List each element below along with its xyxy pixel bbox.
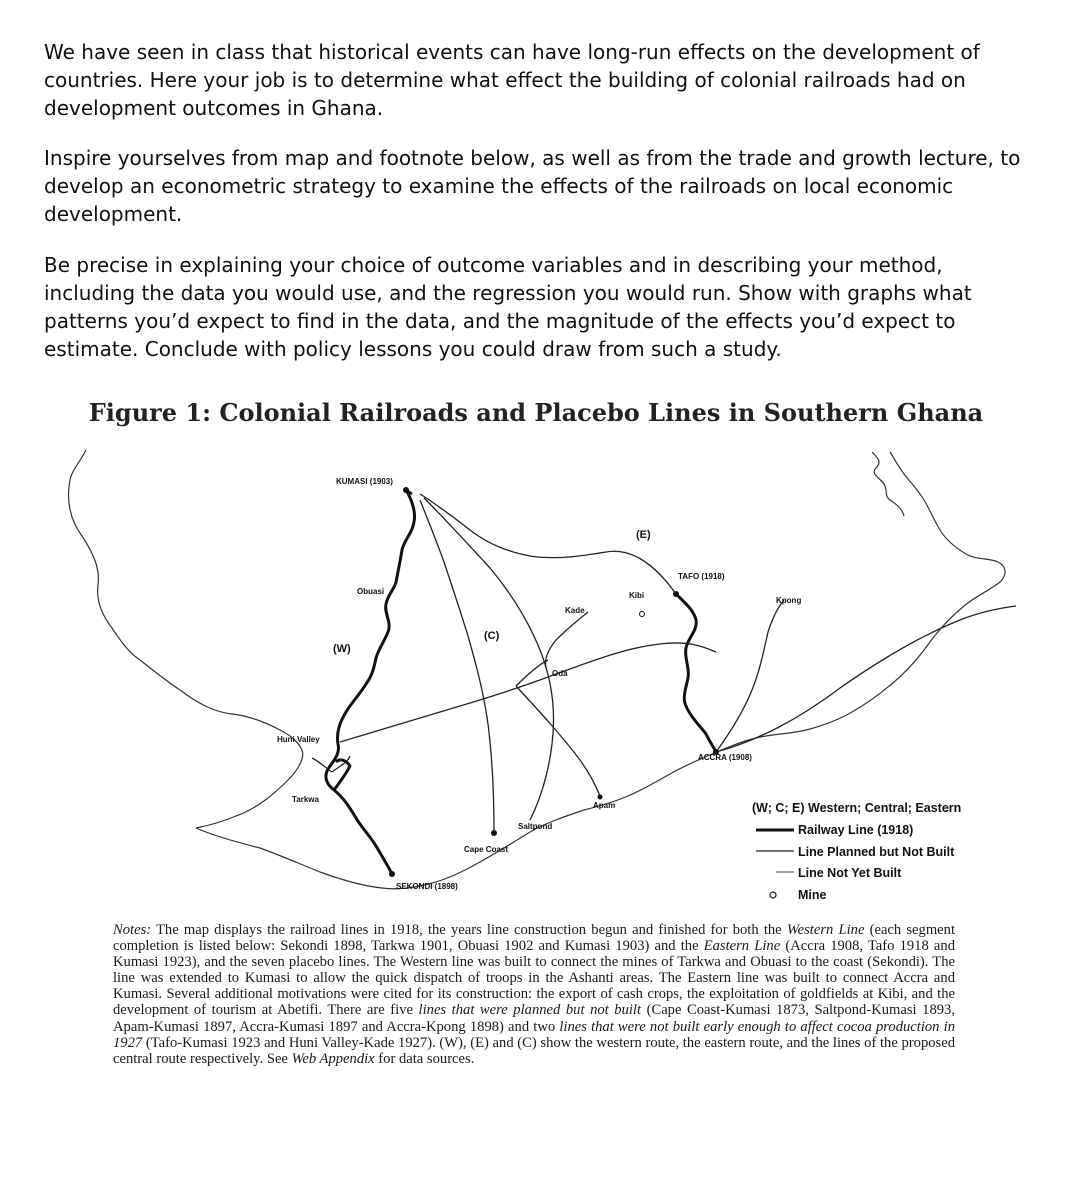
ghana-railroad-map (0, 440, 1072, 920)
notes-text-3: (Accra 1908, Tafo 1918 and Kumasi 1923), and the seven placebo lines. The Western line was built to connect the mines of Tarkwa and Obuasi to the coast (Sekondi). The line was extended to Kumasi to allow the quick dispatch of troops in the Ashanti areas. The Eastern line was built to connect Accra and Kumasi. Several additional motivations were cited for its construction: the export of cash crops, the exploitation of goldfields at Kibi, and the development of tourism at Abetifi. There are five (113, 938, 955, 1019)
map-legend (752, 801, 961, 902)
label-tafo: TAFO (1918) (678, 572, 725, 581)
legend-railway: Railway Line (1918) (798, 823, 914, 837)
line-cape-coast-kumasi (420, 500, 494, 830)
intro-paragraph-1: We have seen in class that historical events can have long-run effects on the development of countries. Here your job is to determine what effect the building of colonial railroads had on development outcomes in Ghana. (44, 40, 980, 120)
notes-text-5: (Tafo-Kumasi 1923 and Huni Valley-Kade 1927). (W), (E) and (C) show the western route, the eastern route, and the lines of the proposed central route respectively. See (113, 1034, 955, 1067)
western-railway-line (326, 490, 415, 874)
legend-mine: Mine (798, 888, 827, 902)
label-apam: Apam (593, 801, 616, 810)
label-obuasi: Obuasi (357, 587, 385, 596)
label-kumasi: KUMASI (1903) (336, 477, 393, 486)
map-outline-squiggle-ne (872, 452, 904, 516)
line-huni-valley-kade (340, 643, 716, 742)
notes-label: Notes: (113, 922, 152, 938)
notes-text-4: (Cape Coast-Kumasi 1873, Saltpond-Kumasi 1893, Apam-Kumasi 1897, Accra-Kumasi 1897 and Accra-Kpong 1898) and two (113, 1002, 955, 1035)
station-marker-apam (598, 795, 603, 800)
label-kibi: Kibi (629, 591, 645, 600)
notes-text-1: The map displays the railroad lines in 1918, the years line construction begun and finished for both the (151, 922, 787, 938)
figure-title: Figure 1: Colonial Railroads and Placebo Lines in Southern Ghana (88, 398, 984, 427)
legend-planned: Line Planned but Not Built (798, 845, 955, 859)
station-marker-cape-coast (491, 830, 497, 836)
notes-text-2: (each segment completion is listed below: Sekondi 1898, Tarkwa 1901, Obuasi 1902 and Kumasi 1903) and the (113, 922, 955, 955)
legend-mine-icon (770, 892, 776, 898)
label-oda: Oda (552, 669, 568, 678)
label-kade: Kade (565, 606, 585, 615)
label-kpong: Kpong (776, 596, 802, 605)
figure-notes (113, 922, 955, 1067)
notes-web-appendix: Web Appendix (291, 1050, 375, 1067)
eastern-railway-line (676, 594, 716, 752)
label-huni-valley: Huni Valley (277, 735, 320, 744)
notes-eastern-line: Eastern Line (703, 938, 781, 955)
mine-marker-kibi (640, 612, 645, 617)
intro-paragraph-2: Inspire yourselves from map and footnote below, as well as from the trade and growth lecture, to develop an econometric strategy to examine the effects of the railroads on local economic development. (44, 146, 1021, 226)
label-western-route: (W) (333, 643, 351, 655)
line-coastal-east (716, 606, 1016, 752)
notes-text-6: for data sources. (374, 1050, 475, 1067)
line-kade-oda (545, 612, 588, 668)
label-saltpond: Saltpond (518, 822, 553, 831)
label-eastern-route: (E) (636, 529, 651, 541)
intro-paragraph-3: Be precise in explaining your choice of outcome variables and in describing your method, including the data you would use, and the regression you would run. Show with graphs what patterns you’d expect to find in the data, and the magnitude of the effects you’d expect to estimate. Conclude with policy lessons you could draw from such a study. (44, 253, 972, 361)
legend-heading: (W; C; E) Western; Central; Eastern (752, 801, 962, 815)
station-marker-kumasi (403, 487, 409, 493)
notes-planned-not-built: lines that were planned but not built (418, 1002, 642, 1019)
label-central-route: (C) (484, 630, 500, 642)
planned-lines (312, 494, 1016, 830)
notes-western-line: Western Line (786, 922, 865, 938)
line-tafo-kumasi (420, 494, 676, 594)
label-accra: ACCRA (1908) (698, 753, 752, 762)
notes-not-built-early: lines that were not built early enough to affect cocoa production in 1927 (113, 1018, 955, 1051)
label-sekondi: SEKONDI (1898) (396, 882, 458, 891)
station-marker-sekondi (389, 871, 395, 877)
line-apam-kumasi (516, 660, 600, 796)
station-marker-tafo (673, 591, 679, 597)
line-saltpond-kumasi (424, 498, 554, 820)
label-tarkwa: Tarkwa (292, 795, 319, 804)
label-cape-coast: Cape Coast (464, 845, 509, 854)
legend-not-yet: Line Not Yet Built (798, 866, 902, 880)
